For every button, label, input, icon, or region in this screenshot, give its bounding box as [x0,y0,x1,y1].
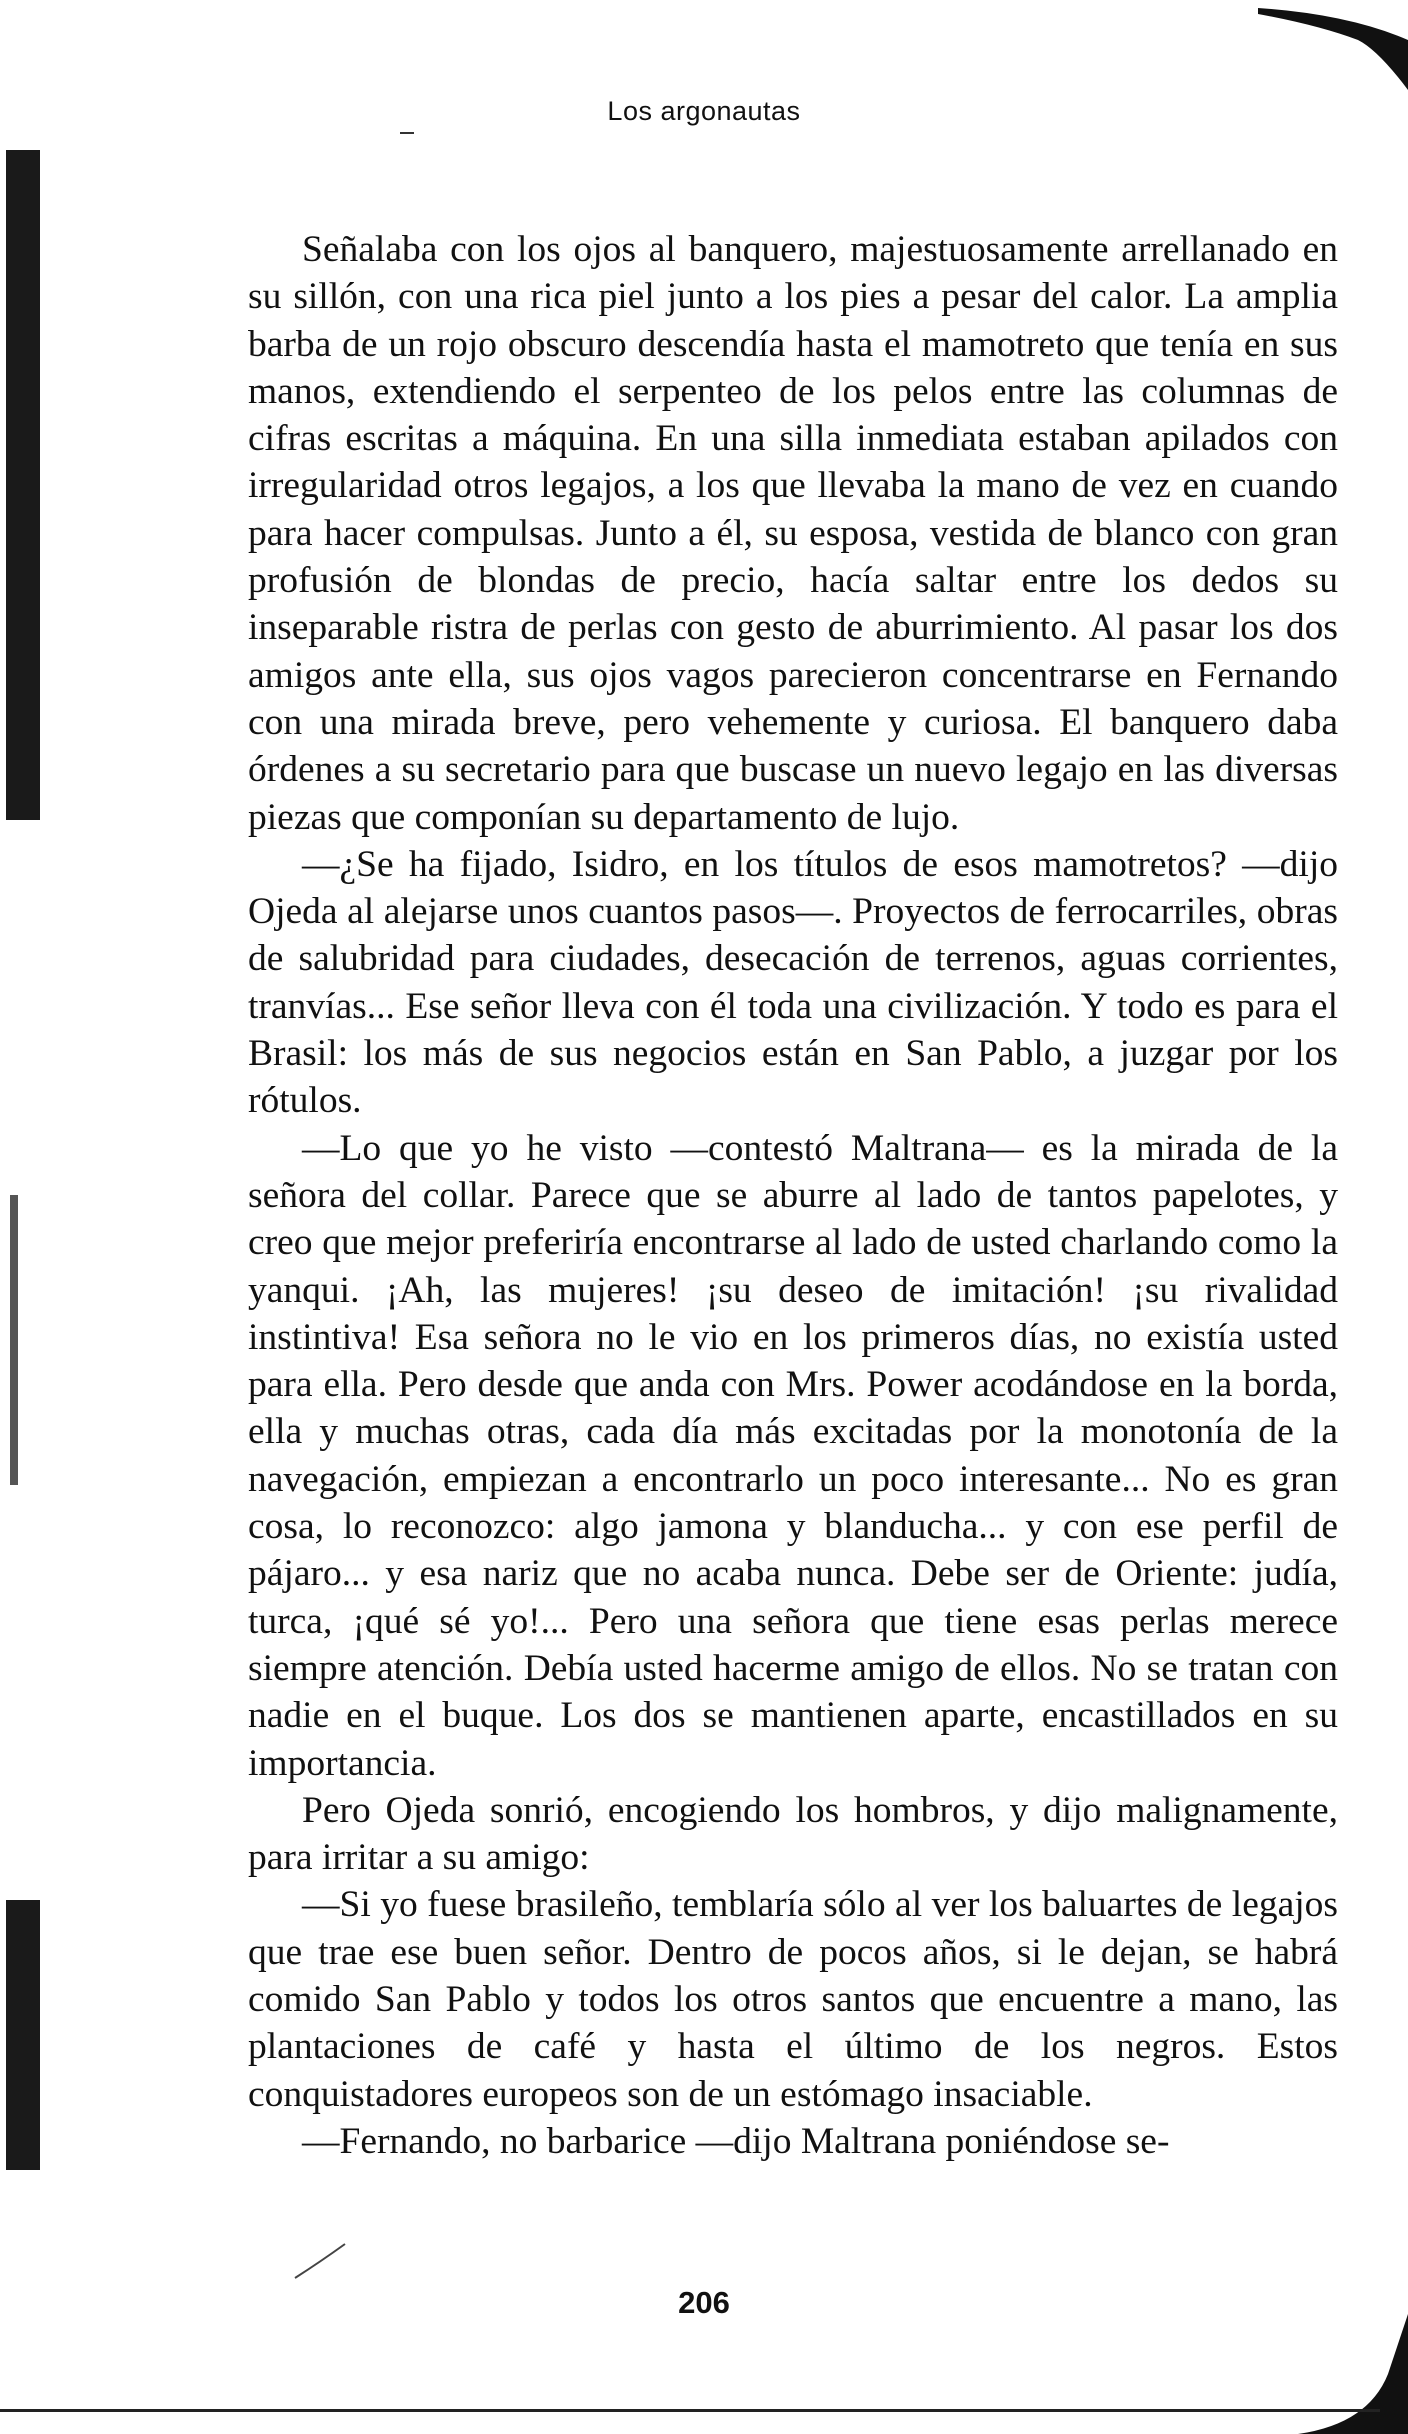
scan-bottom-edge [0,2409,1380,2412]
body-text [248,226,1338,2165]
paragraph-3: —Lo que yo he visto —contestó Maltrana— es la mirada de la señora del collar. Parece que se aburre al lado de tantos papelotes, y creo que mejor preferiría encontrarse al lado de usted charlando como la yanqui. ¡Ah, las mujeres! ¡su deseo de imitación! ¡su rivalidad instintiva! Esa señora no le vio en los primeros días, no existía usted para ella. Pero desde que anda con Mrs. Power acodándose en la borda, ella y muchas otras, cada día más excitadas por la monotonía de la navegación, empiezan a encontrarlo un poco interesante... No es gran cosa, lo reconozco: algo jamona y blanducha... y con ese perfil de pájaro... y esa nariz que no acaba nunca. Debe ser de Oriente: judía, turca, ¡qué sé yo!... Pero una señora que tiene esas perlas merece siempre atención. Debía usted hacerme amigo de ellos. No se tratan con nadie en el buque. Los dos se mantienen aparte, encastillados en su importancia. [248,1127,1338,1784]
scan-shadow-lower-left [6,1900,40,2170]
paragraph-2: —¿Se ha fijado, Isidro, en los títulos de esos mamotretos? —dijo Ojeda al alejarse unos cuantos pasos—. Proyectos de ferrocarriles, obras de salubridad para ciudades, desecación de terrenos, aguas corrientes, tranvías... Ese señor lleva con él toda una civilización. Y todo es para el Brasil: los más de sus negocios están en San Pablo, a juzgar por los rótulos. [248,843,1338,1122]
page-number: 206 [678,2285,730,2320]
paragraph-4: Pero Ojeda sonrió, encogiendo los hombros, y dijo malignamente, para irritar a su amigo: [248,1789,1338,1879]
paragraph-5: —Si yo fuese brasileño, temblaría sólo al ver los baluartes de legajos que trae ese buen señor. Dentro de pocos años, si le dejan, se habrá comido San Pablo y todos los otros santos que encuentre a mano, las plantaciones de café y hasta el último de los negros. Estos conquistadores europeos son de un estómago insaciable. [248,1884,1338,2115]
scan-shadow-mid-left [10,1195,18,1485]
head-dash [400,132,414,134]
scan-shadow-top-left [6,150,40,820]
scan-corner-top-right [1258,0,1408,90]
pen-mark [290,2240,350,2280]
paragraph-6: —Fernando, no barbarice —dijo Maltrana poniéndose se- [302,2120,1170,2162]
scan-corner-bottom-right [1278,2314,1408,2434]
paragraph-1: Señalaba con los ojos al banquero, majestuosamente arrellanado en su sillón, con una rica piel junto a los pies a pesar del calor. La amplia barba de un rojo obscuro descendía hasta el mamotreto que tenía en sus manos, extendiendo el serpenteo de los pelos entre las columnas de cifras escritas a máquina. En una silla inmediata estaban apilados con irregularidad otros legajos, a los que llevaba la mano de vez en cuando para hacer compulsas. Junto a él, su esposa, vestida de blanco con gran profusión de blondas de precio, hacía saltar entre los dedos su inseparable ristra de perlas con gesto de aburrimiento. Al pasar los dos amigos ante ella, sus ojos vagos parecieron concentrarse en Fernando con una mirada breve, pero vehemente y curiosa. El banquero daba órdenes a su secretario para que buscase un nuevo legajo en las diversas piezas que componían su departamento de lujo. [248,229,1338,838]
running-head: Los argonautas [607,96,801,126]
